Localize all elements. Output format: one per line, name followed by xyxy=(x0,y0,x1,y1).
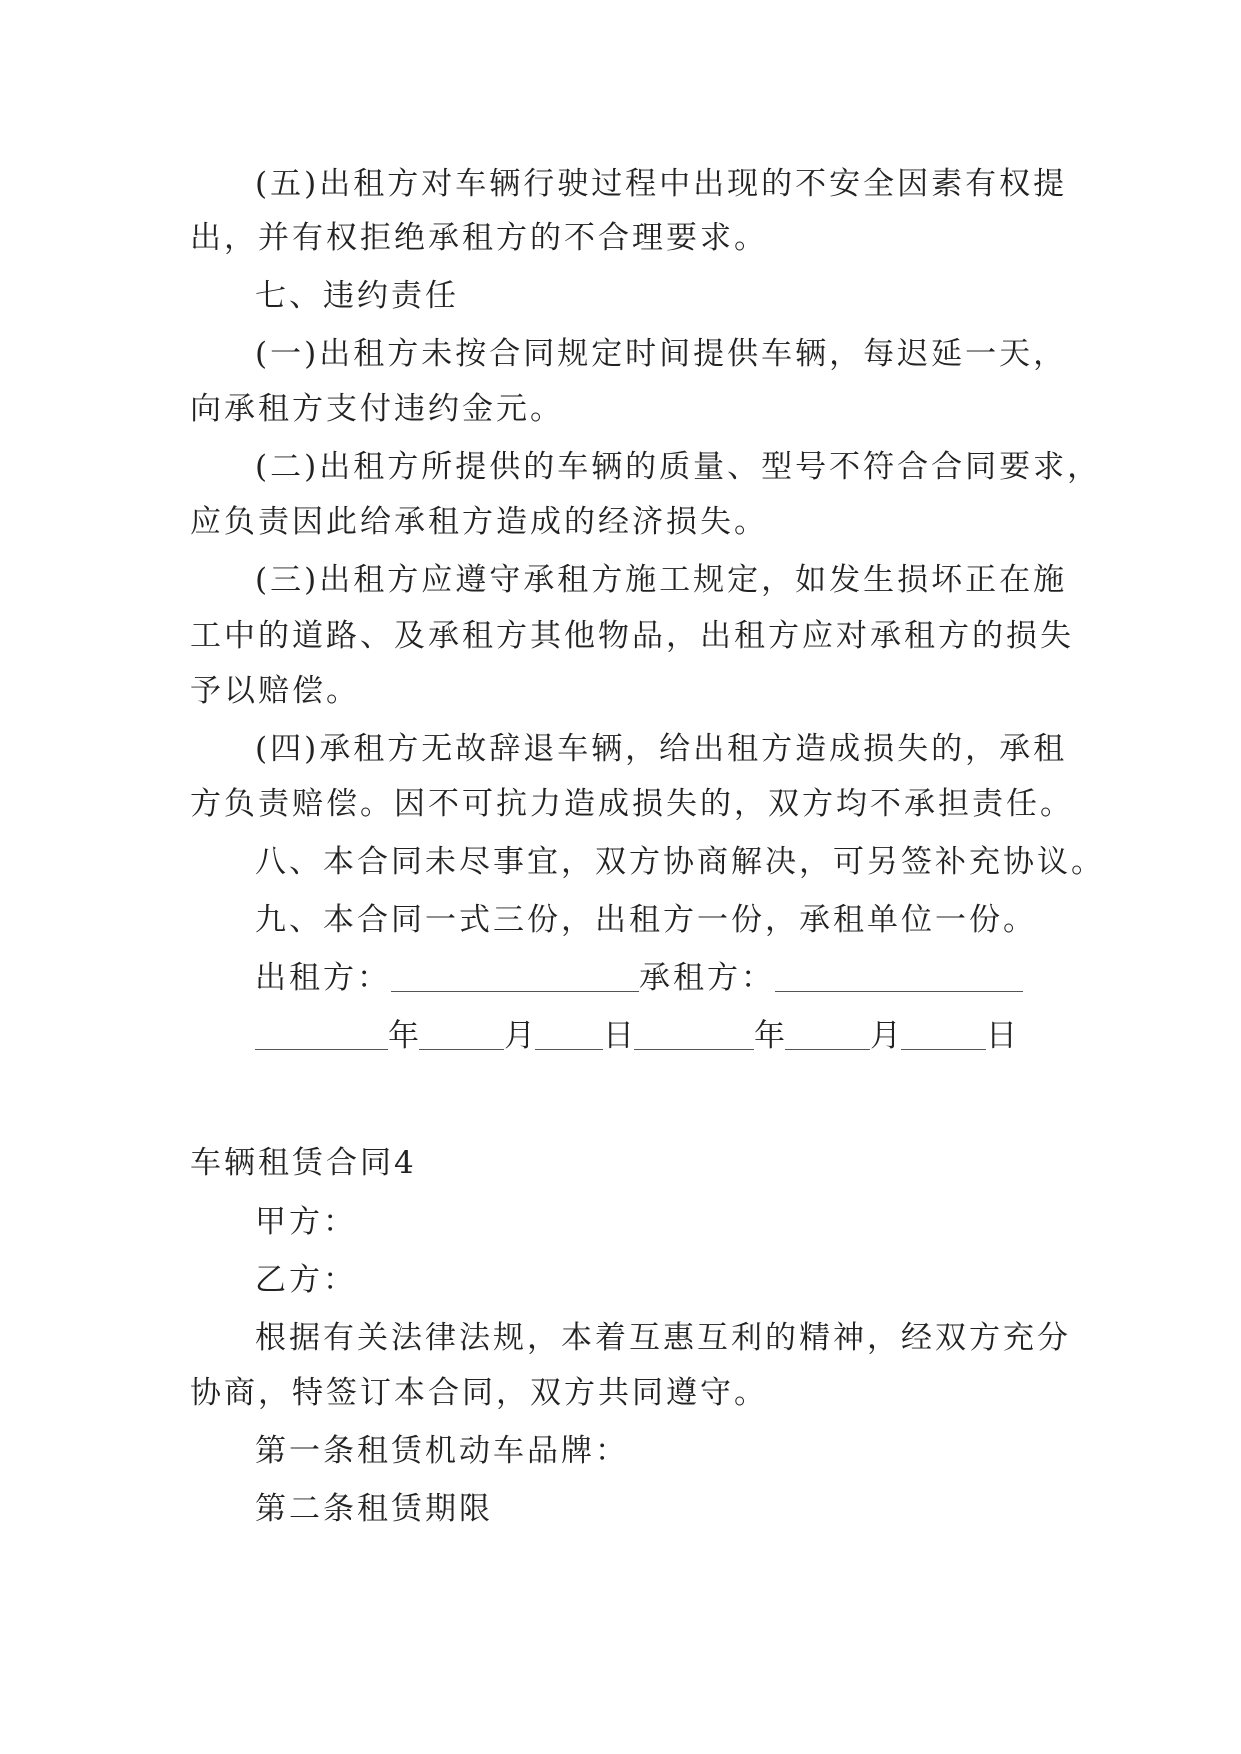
date-row xyxy=(0,1016,1241,1056)
day-blank[interactable] xyxy=(901,1019,986,1050)
paragraph-line: 应负责因此给承租方造成的经济损失。 xyxy=(190,504,768,540)
paragraph-line: (二)出租方所提供的车辆的质量、型号不符合合同要求， xyxy=(255,449,1102,485)
paragraph-line: 予以赔偿。 xyxy=(190,673,360,709)
paragraph-line: (四)承租方无故辞退车辆，给出租方造成损失的，承租 xyxy=(255,731,1068,767)
year-label: 年 xyxy=(388,1018,419,1054)
article-line: 第二条租赁期限 xyxy=(255,1491,493,1527)
day-label: 日 xyxy=(603,1018,634,1054)
day-blank[interactable] xyxy=(535,1019,603,1050)
month-blank[interactable] xyxy=(419,1019,504,1050)
paragraph-line: 八、本合同未尽事宜，双方协商解决，可另签补充协议。 xyxy=(255,844,1105,880)
day-label: 日 xyxy=(986,1018,1017,1054)
paragraph-line: 工中的道路、及承租方其他物品，出租方应对承租方的损失 xyxy=(190,618,1074,654)
paragraph-line: 向承租方支付违约金元。 xyxy=(190,391,564,427)
contract-title: 车辆租赁合同4 xyxy=(190,1145,417,1181)
lessee-label: 承租方： xyxy=(639,960,775,996)
year-blank[interactable] xyxy=(634,1019,754,1050)
paragraph-line: 出，并有权拒绝承租方的不合理要求。 xyxy=(190,220,768,256)
month-blank[interactable] xyxy=(785,1019,870,1050)
party-a-line: 甲方： xyxy=(255,1204,357,1240)
lessee-signature-blank[interactable] xyxy=(775,961,1023,992)
year-blank[interactable] xyxy=(255,1019,388,1050)
paragraph-line: 根据有关法律法规，本着互惠互利的精神，经双方充分 xyxy=(255,1320,1071,1356)
lessor-signature-blank[interactable] xyxy=(391,961,639,992)
paragraph-line: (一)出租方未按合同规定时间提供车辆，每迟延一天， xyxy=(255,336,1068,372)
month-label: 月 xyxy=(504,1018,535,1054)
paragraph-line: 协商，特签订本合同，双方共同遵守。 xyxy=(190,1375,768,1411)
paragraph-line: 方负责赔偿。因不可抗力造成损失的，双方均不承担责任。 xyxy=(190,786,1074,822)
paragraph-line: (三)出租方应遵守承租方施工规定，如发生损坏正在施 xyxy=(255,562,1068,598)
article-line: 第一条租赁机动车品牌： xyxy=(255,1433,629,1469)
section-heading: 七、违约责任 xyxy=(255,278,459,314)
lessor-label: 出租方： xyxy=(255,960,391,996)
month-label: 月 xyxy=(870,1018,901,1054)
signature-row xyxy=(0,958,1241,998)
paragraph-line: 九、本合同一式三份，出租方一份，承租单位一份。 xyxy=(255,902,1037,938)
party-b-line: 乙方： xyxy=(255,1262,357,1298)
year-label: 年 xyxy=(754,1018,785,1054)
paragraph-line: (五)出租方对车辆行驶过程中出现的不安全因素有权提 xyxy=(255,166,1068,202)
